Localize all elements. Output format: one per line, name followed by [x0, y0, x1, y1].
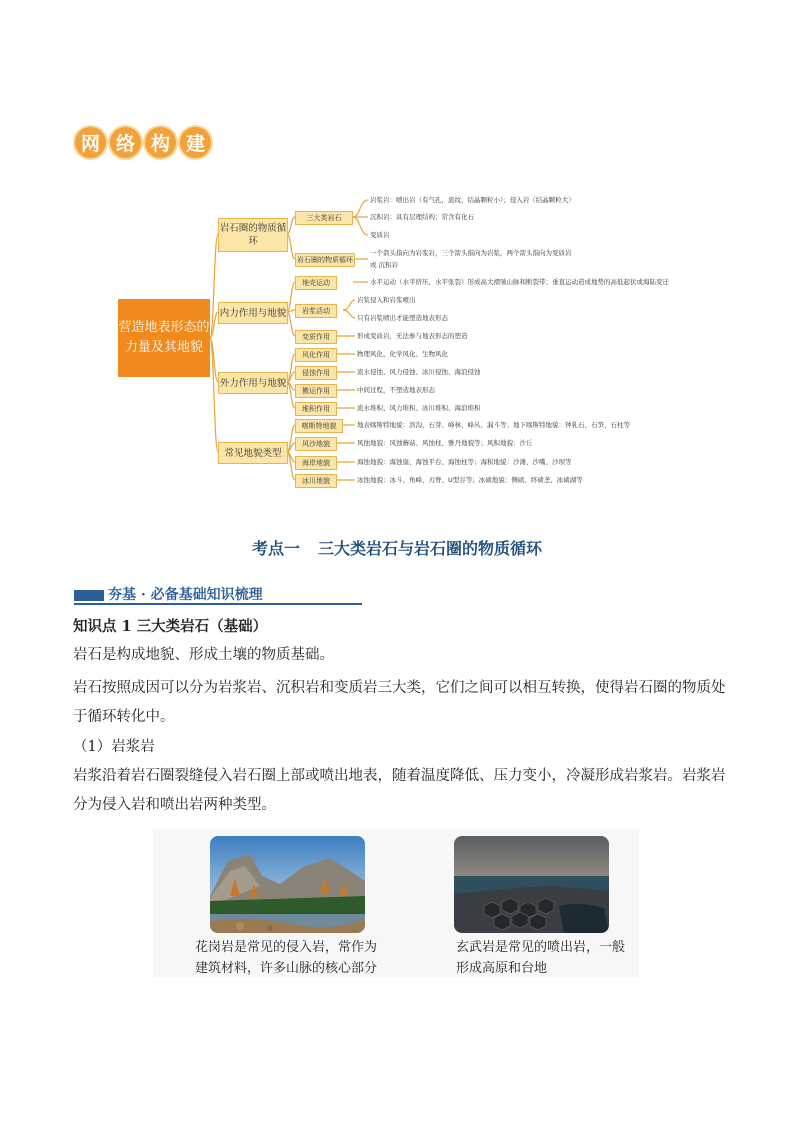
- section-title-text: 三大类岩石与岩石圈的物质循环: [318, 539, 543, 558]
- basalt-photo: [454, 836, 609, 933]
- mind-map: [110, 186, 690, 496]
- paragraph: 岩石是构成地貌、形成土壤的物质基础。: [73, 647, 334, 663]
- leaf-text: 沉积岩：具有层理结构；常含有化石: [370, 213, 474, 221]
- badge-char: 网: [75, 127, 106, 158]
- node-deposition: 堆积作用: [295, 402, 337, 416]
- badge-char: 络: [110, 127, 141, 158]
- leaf-text: 流水堆积、风力堆积、冰川堆积、海浪堆积: [357, 404, 481, 412]
- branch-landforms: 常见地貌类型: [218, 442, 288, 464]
- node-karst: 喀斯特地貌: [295, 419, 343, 433]
- badge-char: 构: [145, 127, 176, 158]
- leaf-text: 形成变质岩，无法参与地表形态的塑造: [357, 332, 468, 340]
- granite-photo: [210, 836, 365, 933]
- leaf-text: 水平运动（水平挤压、水平张裂）形成高大褶皱山脉和断裂带；垂直运动造成地势的高低起伏或海陆变迁: [370, 278, 669, 286]
- badge-char: 建: [180, 127, 211, 158]
- leaf-text: 岩浆岩：喷出岩（有气孔，流纹，结晶颗粒小）；侵入岩（结晶颗粒大）: [370, 196, 575, 204]
- branch-rock-cycle: 岩石圈的物质循环: [218, 218, 288, 252]
- node-transport: 搬运作用: [295, 384, 337, 398]
- leaf-text: 流水侵蚀、风力侵蚀、冰川侵蚀、海浪侵蚀: [357, 368, 481, 376]
- leaf-text: 中间过程，不塑造地表形态: [357, 386, 435, 394]
- section-title: [0, 536, 794, 559]
- node-crust-movement: 地壳运动: [295, 276, 337, 290]
- knowledge-band: [72, 583, 362, 605]
- node-three-rocks: 三大类岩石: [295, 211, 353, 225]
- leaf-text: 变质岩: [370, 231, 390, 239]
- node-coastal: 海岸地貌: [295, 456, 337, 470]
- branch-internal-forces: 内力作用与地貌: [218, 302, 288, 324]
- leaf-text: 物理风化、化学风化、生物风化: [357, 350, 448, 358]
- branch-external-forces: 外力作用与地貌: [218, 372, 288, 394]
- leaf-text: 地表喀斯特地貌：溶沟、石芽、峰林、峰丛、漏斗等；地下喀斯特地貌：钟乳石、石笋、石柱等: [357, 421, 630, 429]
- band-marker: [74, 590, 104, 601]
- kp-heading: 知识点 1 三大类岩石（基础）: [73, 618, 268, 635]
- band-underline: [74, 603, 362, 605]
- mindmap-root: 营造地表形态的力量及其地貌: [118, 299, 210, 377]
- node-weathering: 风化作用: [295, 348, 337, 362]
- leaf-text: 一个箭头指向为岩浆岩，三个箭头指向为岩浆，两个箭头指向为变质岩: [370, 249, 572, 257]
- node-erosion: 侵蚀作用: [295, 366, 337, 380]
- sub-heading: （1）岩浆岩: [73, 739, 155, 755]
- leaf-text: 或 沉积岩: [370, 261, 399, 269]
- granite-caption: 花岗岩是常见的侵入岩，常作为建筑材料，许多山脉的核心部分: [195, 940, 378, 976]
- section-title-prefix: 考点一: [251, 539, 300, 558]
- leaf-text: 岩浆侵入和岩浆喷出: [357, 296, 416, 304]
- band-title: 夯基 · 必备基础知识梳理: [108, 587, 263, 603]
- leaf-text: 海蚀地貌：海蚀崖、海蚀平台、海蚀柱等；海积地貌：沙滩、沙嘴、沙坝等: [357, 458, 572, 466]
- node-rock-cycle: 岩石圈的物质循环: [295, 253, 355, 267]
- connector-line: [287, 217, 295, 234]
- node-metamorphism: 变质作用: [295, 330, 337, 344]
- node-aeolian: 风沙地貌: [295, 437, 337, 451]
- paragraph: 岩浆沿着岩石圈裂缝侵入岩石圈上部或喷出地表，随着温度降低、压力变小，冷凝形成岩浆岩。岩浆岩分为侵入岩和喷出岩两种类型。: [73, 768, 726, 813]
- basalt-caption: 玄武岩是常见的喷出岩，一般形成高原和台地: [456, 940, 626, 976]
- section-badge: [75, 124, 215, 160]
- leaf-text: 冰蚀地貌：冰斗、角峰、刃脊、U型谷等；冰碛地貌：侧碛、终碛垄、冰碛湖等: [357, 476, 583, 484]
- paragraph: 岩石按照成因可以分为岩浆岩、沉积岩和变质岩三大类，它们之间可以相互转换，使得岩石圈的物质处于循环转化中。: [73, 680, 726, 725]
- leaf-text: 只有岩浆喷出才能塑造地表形态: [357, 314, 448, 322]
- leaf-text: 风蚀地貌：风蚀蘑菇、风蚀柱、雅丹地貌等；风积地貌：沙丘: [357, 439, 533, 447]
- node-glacial: 冰川地貌: [295, 474, 337, 488]
- node-magma-activity: 岩浆活动: [295, 304, 337, 318]
